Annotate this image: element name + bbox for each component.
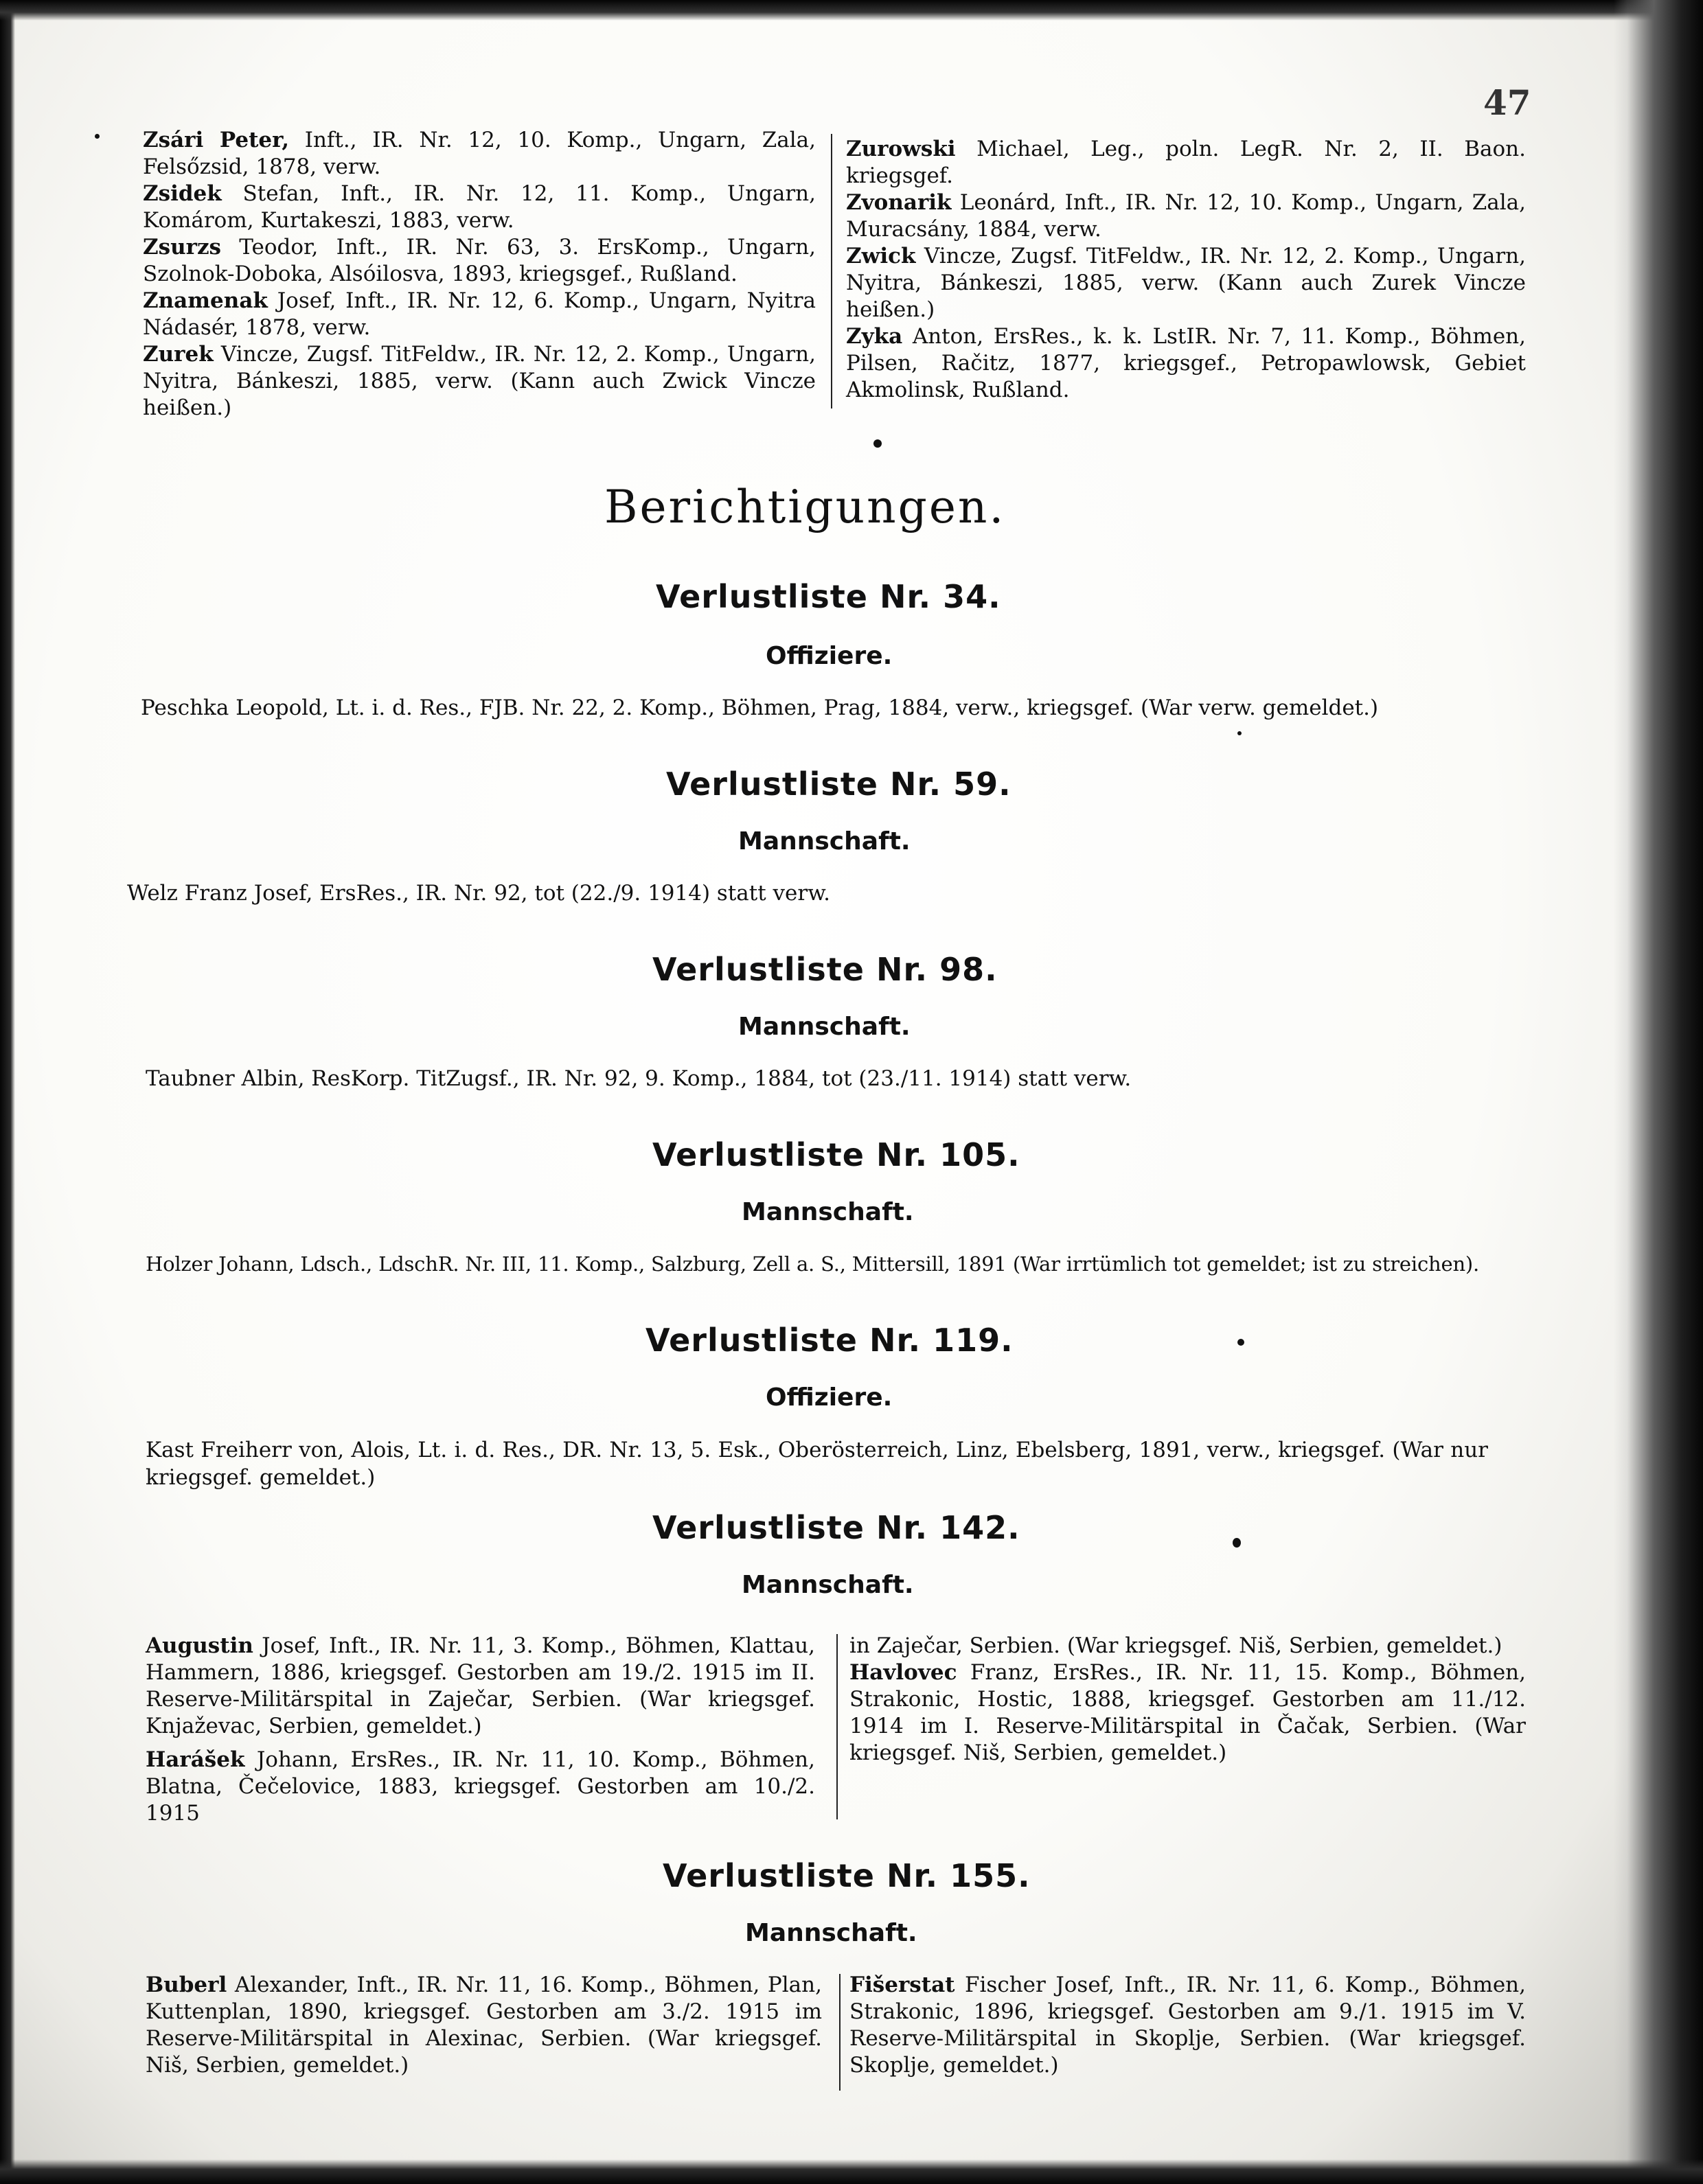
scan-speck (1237, 1339, 1244, 1346)
list-entry: Zwick Vincze, Zugsf. TitFeldw., IR. Nr. 12, 2. Komp., Ungarn, Nyitra, Bánkeszi, 1885, verw. (Kann auch Zurek Vincze heißen.) (846, 244, 1526, 322)
section-subtitle: Mannschaft. (745, 1919, 917, 1947)
list-entry: Havlovec Franz, ErsRes., IR. Nr. 11, 15. Komp., Böhmen, Strakonic, Hostic, 1888, kriegsgef. Gestorben am 11./12. 1914 im I. Reserve-Militärspital in Čačak, Serbien. (War kriegsgef. Niš, Serbien, gemeldet.) (849, 1660, 1526, 1765)
section-155-right-column (849, 1972, 1526, 2079)
list-entry: Znamenak Josef, Inft., IR. Nr. 12, 6. Komp., Ungarn, Nyitra Nádasér, 1878, verw. (143, 288, 816, 340)
correction-entry: Welz Franz Josef, ErsRes., IR. Nr. 92, tot (22./9. 1914) statt verw. (127, 881, 830, 906)
scan-speck (95, 134, 100, 139)
list-entry: Zurowski Michael, Leg., poln. LegR. Nr. 2, II. Baon. kriegsgef. (846, 137, 1526, 188)
list-entry: in Zaječar, Serbien. (War kriegsgef. Niš, Serbien, gemeldet.) (849, 1633, 1502, 1658)
scan-edge-bottom (0, 2159, 1703, 2184)
section-142-right-column (849, 1633, 1526, 1767)
section-title: Verlustliste Nr. 155. (663, 1857, 1031, 1894)
section-subtitle: Mannschaft. (742, 1198, 914, 1226)
correction-entry: Taubner Albin, ResKorp. TitZugsf., IR. Nr. 92, 9. Komp., 1884, tot (23./11. 1914) statt verw. (146, 1066, 1132, 1091)
section-subtitle: Mannschaft. (738, 1013, 911, 1041)
correction-entry: Holzer Johann, Ldsch., LdschR. Nr. III, 11. Komp., Salzburg, Zell a. S., Mittersill, 1891 (War irrtümlich tot gemeldet; ist zu streichen). (146, 1252, 1480, 1276)
section-subtitle: Offiziere. (766, 1383, 893, 1412)
list-entry: Buberl Alexander, Inft., IR. Nr. 11, 16. Komp., Böhmen, Plan, Kuttenplan, 1890, kriegsgef. Gestorben am 3./2. 1915 im Reserve-Militärspital in Alexinac, Serbien. (War kriegsgef. Niš, Serbien, gemeldet.) (146, 1973, 822, 2078)
list-entry: Zyka Anton, ErsRes., k. k. LstIR. Nr. 7, 11. Komp., Böhmen, Pilsen, Račitz, 1877, kriegsgef., Petropawlowsk, Gebiet Akmolinsk, Rußland. (846, 324, 1526, 402)
section-155-left-column (146, 1972, 822, 2079)
list-entry: Zurek Vincze, Zugsf. TitFeldw., IR. Nr. 12, 2. Komp., Ungarn, Nyitra, Bánkeszi, 1885, verw. (Kann auch Zwick Vincze heißen.) (143, 342, 816, 420)
correction-entry: Peschka Leopold, Lt. i. d. Res., FJB. Nr. 22, 2. Komp., Böhmen, Prag, 1884, verw., kriegsgef. (War verw. gemeldet.) (141, 696, 1379, 720)
column-divider (836, 1634, 838, 1819)
top-right-column (846, 136, 1526, 404)
scan-speck (1237, 731, 1242, 735)
scan-edge-left (0, 0, 15, 2184)
list-entry: Fišerstat Fischer Josef, Inft., IR. Nr. 11, 6. Komp., Böhmen, Strakonic, 1896, kriegsgef. Gestorben am 9./1. 1915 im V. Reserve-Militärspital in Skoplje, Serbien. (War kriegsgef. Skoplje, gemeldet.) (849, 1973, 1526, 2078)
section-title: Verlustliste Nr. 119. (645, 1322, 1014, 1359)
correction-entry: Kast Freiherr von, Alois, Lt. i. d. Res., DR. Nr. 13, 5. Esk., Oberösterreich, Linz, Ebelsberg, 1891, verw., kriegsgef. (War nur kriegsgef. gemeldet.) (146, 1438, 1488, 1490)
section-title: Verlustliste Nr. 105. (652, 1136, 1020, 1173)
section-subtitle: Mannschaft. (742, 1571, 914, 1599)
section-subtitle: Offiziere. (766, 642, 893, 670)
top-left-column (143, 127, 816, 422)
section-title: Verlustliste Nr. 59. (666, 766, 1011, 803)
column-divider (839, 1974, 841, 2091)
column-divider (831, 134, 832, 409)
section-subtitle: Mannschaft. (738, 827, 911, 855)
list-entry: Augustin Josef, Inft., IR. Nr. 11, 3. Komp., Böhmen, Klattau, Hammern, 1886, kriegsgef. Gestorben am 19./2. 1915 im II. Reserve-Militärspital in Zaječar, Serbien. (War kriegsgef. Knjaževac, Serbien, gemeldet.) (146, 1633, 815, 1738)
scan-edge-right (1614, 0, 1703, 2184)
list-entry: Zsurzs Teodor, Inft., IR. Nr. 63, 3. ErsKomp., Ungarn, Szolnok-Doboka, Alsóilosva, 1893, kriegsgef., Rußland. (143, 235, 816, 286)
section-142-left-column (146, 1633, 815, 1827)
scan-edge-top (0, 0, 1703, 21)
scan-speck (873, 439, 882, 448)
list-entry: Zsidek Stefan, Inft., IR. Nr. 12, 11. Komp., Ungarn, Komárom, Kurtakeszi, 1883, verw. (143, 181, 816, 233)
section-title: Verlustliste Nr. 142. (652, 1509, 1020, 1546)
main-heading: Berichtigungen. (604, 481, 1006, 533)
list-entry: Zvonarik Leonárd, Inft., IR. Nr. 12, 10. Komp., Ungarn, Zala, Muracsány, 1884, verw. (846, 190, 1526, 242)
list-entry: Harášek Johann, ErsRes., IR. Nr. 11, 10. Komp., Böhmen, Blatna, Čečelovice, 1883, kriegsgef. Gestorben am 10./2. 1915 (146, 1747, 815, 1826)
scan-speck (1233, 1538, 1241, 1548)
list-entry: Zsári Peter, Inft., IR. Nr. 12, 10. Komp., Ungarn, Zala, Felsőzsid, 1878, verw. (143, 128, 816, 179)
section-title: Verlustliste Nr. 98. (652, 951, 998, 988)
section-title: Verlustliste Nr. 34. (656, 578, 1001, 615)
page-number: 47 (1483, 82, 1531, 123)
